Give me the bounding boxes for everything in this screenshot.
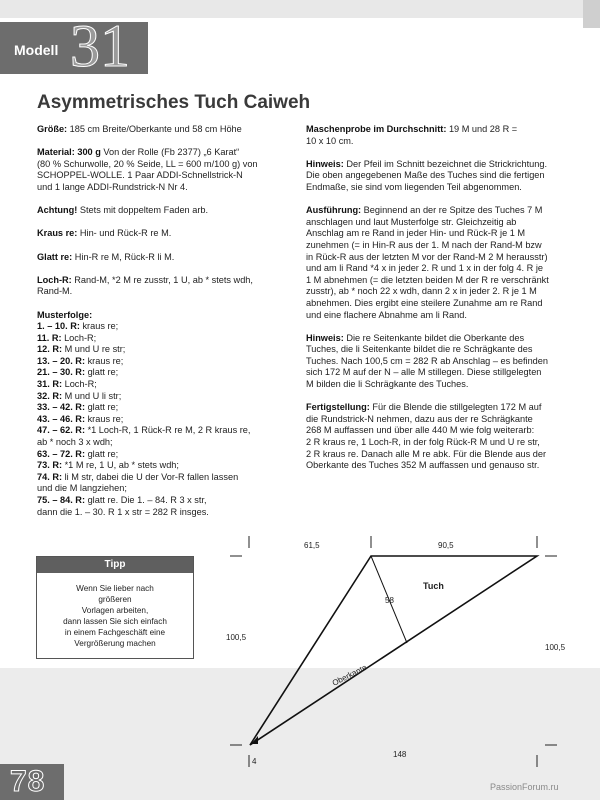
tuch-label: Tuch xyxy=(423,581,444,591)
material-paragraph: Material: 300 g Von der Rolle (Fb 2377) „6 Karat“ (80 % Schurwolle, 20 % Seide, LL = 600 m/100 g) von SCHOPPEL-WOLLE. 1 Paar ADDI-Schnellstrick-N und 1 lange ADDI-Rundstrick-N Nr 4. xyxy=(37,147,258,192)
row-text: glatt re; xyxy=(85,367,119,378)
watermark: PassionForum.ru xyxy=(490,782,559,792)
row-label: 11. R: xyxy=(37,332,62,343)
row-label: 1. – 10. R: xyxy=(37,321,80,332)
tuch-outline xyxy=(250,556,537,745)
paragraph-line: 2 R kraus re, 1 Loch-R, in der folg Rück-R M und U re str, xyxy=(306,437,540,448)
tipp-heading: Tipp xyxy=(37,557,193,573)
row-text: *1 M re, 1 U, ab * stets wdh; xyxy=(62,460,179,471)
paragraph-line: Endmaße, sie sind vom liegenden Teil abgenommen. xyxy=(306,181,522,192)
tipp-line: in einem Fachgeschäft eine xyxy=(64,628,166,637)
paragraph-line: in Rück-R aus der letzten M vor der Rand-M 2 M herausstr) xyxy=(306,251,548,262)
paragraph-line: Beginnend an der re Spitze des Tuches 7 M xyxy=(361,205,543,216)
row-text: ab * noch 3 x wdh; xyxy=(37,437,113,448)
page-number-box xyxy=(0,764,64,800)
dim-label-right-100-5: 100,5 xyxy=(545,643,566,652)
tipp-line: größeren xyxy=(98,595,132,604)
row-text: kraus re; xyxy=(85,413,124,424)
page-number: 78 xyxy=(10,765,46,798)
dim-label-61-5: 61,5 xyxy=(304,541,320,550)
row-label: 13. – 20. R: xyxy=(37,355,86,366)
ausfuehrung-paragraph: Ausführung: Beginnend an der re Spitze des Tuches 7 M anschlagen und laut Musterfolge str. Gleichzeitig ab Anschlag am re Rand in jeder Hin- und Rück-R je 1 M zunehmen (= in Hin-R aus der 1. M nach der Rand-M bzw in Rück-R aus der letzten M vor der Rand-M 2 M herausstr) und am li Rand *4 x in jeder 2. R und 1 x in der folg 4. R je 1 M abnehmen (= die letzten beiden M der R re verschränkt zusstr), ab * noch 22 x wdh, dann 2 x in jeder 2. R je 1 M abnehmen. Dies ergibt eine steilere Zunahme am re Rand und eine flachere Abnahme am li Rand. xyxy=(306,205,549,320)
musterfolge-heading: Musterfolge: xyxy=(37,309,93,320)
paragraph-line: 2 R kraus re. Danach alle M re abk. Für die Blende aus der xyxy=(306,448,547,459)
row-text: glatt re; xyxy=(85,402,119,413)
tipp-line: Vergrößerung machen xyxy=(74,639,156,648)
paragraph-line: und am li Rand *4 x in jeder 2. R und 1 x in der folg 4. R je xyxy=(306,263,543,274)
row-label: 31. R: xyxy=(37,379,63,390)
row-text: *1 Loch-R, 1 Rück-R re M, 2 R kraus re, xyxy=(85,425,251,436)
paragraph-line: M bilden die li Schrägkante des Tuches. xyxy=(306,379,469,390)
row-text: glatt re. Die 1. – 84. R 3 x str, xyxy=(85,495,207,505)
row-label: 21. – 30. R: xyxy=(37,367,86,378)
row-label: 12. R: xyxy=(37,344,63,355)
oberkante-label: Oberkante xyxy=(330,662,369,688)
row-label: 74. R: xyxy=(37,471,63,482)
row-text: Loch-R; xyxy=(61,332,97,343)
paragraph-line: sich 172 M auf der N – alle M stillegen. Diese stillgelegten xyxy=(306,367,542,378)
paragraph-line: Für die Blende die stillgelegten 172 M auf xyxy=(369,402,542,413)
hinweis-paragraph-1: Hinweis: Der Pfeil im Schnitt bezeichnet die Strickrichtung. Die oben angegebenen Maße des Tuches sind die fertigen Endmaße, sie sind vom liegenden Teil abgenommen. xyxy=(306,158,548,192)
tipp-line: Vorlagen arbeiten, xyxy=(81,606,149,615)
paragraph-line: Die re Seitenkante bildet die Oberkante des xyxy=(343,332,525,343)
maschenprobe-paragraph: Maschenprobe im Durchschnitt: 19 M und 28 R = 10 x 10 cm. xyxy=(306,124,518,146)
paragraph-line: anschlagen und laut Musterfolge str. Gleichzeitig ab xyxy=(306,216,517,227)
paragraph-line: die Rundstrick-N nehmen, dazu aus der re Schrägkante xyxy=(306,413,533,424)
paragraph-line: abnehmen. Dies ergibt eine steilere Zunahme am re Rand xyxy=(306,297,543,308)
loch-paragraph: Loch-R: Rand-M, *2 M re zusstr, 1 U, ab * stets wdh, Rand-M. xyxy=(37,274,253,297)
dim-label-58: 58 xyxy=(385,596,394,605)
dim-label-148: 148 xyxy=(393,750,407,759)
paragraph-line: Oberkante des Tuches 352 M auffassen und genauso str. xyxy=(306,460,540,471)
paragraph-line: Die oben angegebenen Maße des Tuches sind die fertigen xyxy=(306,170,545,181)
dim-label-left-100-5: 100,5 xyxy=(226,633,247,642)
row-label: 73. R: xyxy=(37,460,63,471)
tipp-line: dann lassen Sie sich einfach xyxy=(63,617,167,626)
row-label: 33. – 42. R: xyxy=(37,402,86,413)
paragraph-line: zusstr), ab * noch 22 x wdh, dann 2 x in jeder 2. R je 1 M xyxy=(306,286,537,297)
row-text: und die M langziehen; xyxy=(37,483,127,494)
paragraph-line: 1 M abnehmen (= die letzten beiden M der R re verschränkt xyxy=(306,274,549,285)
row-label: 47. – 62. R: xyxy=(37,425,86,436)
achtung-paragraph: Achtung! Stets mit doppeltem Faden arb. xyxy=(37,205,209,216)
groesse-paragraph: Größe: 185 cm Breite/Oberkante und 58 cm Höhe xyxy=(37,124,242,134)
paragraph-line: Anschlag am re Rand in jeder Hin- und Rück-R je 1 M xyxy=(306,228,526,239)
row-text: Loch-R; xyxy=(62,379,97,390)
paragraph-line: zunehmen (= in Hin-R aus der 1. M nach der Rand-M bzw xyxy=(306,239,542,250)
glatt-paragraph: Glatt re: Hin-R re M, Rück-R li M. xyxy=(37,251,175,262)
model-label: Modell xyxy=(14,42,59,58)
paragraph-line: Tuches. Nach 100,5 cm = 282 R ab Anschlag – es befinden xyxy=(306,355,549,366)
paragraph-line: 268 M auffassen und über alle 440 M wie folg weiterarb: xyxy=(306,425,535,436)
row-text: kraus re; xyxy=(79,321,119,332)
row-label: 75. – 84. R: xyxy=(37,495,86,505)
row-text: li M str, dabei die U der Vor-R fallen lassen xyxy=(62,471,239,482)
page-title: Asymmetrisches Tuch Caiweh xyxy=(37,92,311,113)
fertigstellung-paragraph: Fertigstellung: Für die Blende die stillgelegten 172 M auf die Rundstrick-N nehmen, dazu aus der re Schrägkante 268 M auffassen und über alle 440 M wie folg weiterarb: 2 R kraus re, 1 Loch-R, in der folg Rück-R M und U re str, 2 R kraus re. Danach alle M re abk. Für die Blende aus der Oberkante des Tuches 352 M auffassen und genauso str. xyxy=(306,402,547,471)
row-text: dann die 1. – 30. R 1 x str = 282 R insges. xyxy=(37,506,209,517)
paragraph-line: Der Pfeil im Schnitt bezeichnet die Strickrichtung. xyxy=(343,158,548,169)
paragraph-line: und eine flachere Abnahme am li Rand. xyxy=(306,309,467,320)
row-text: M und U re str; xyxy=(62,344,126,355)
dim-label-90-5: 90,5 xyxy=(438,541,454,550)
row-label: 43. – 46. R: xyxy=(37,413,86,424)
hinweis-paragraph-2: Hinweis: Die re Seitenkante bildet die Oberkante des Tuches, die li Seitenkante bildet die re Schrägkante des Tuches. Nach 100,5 cm = 282 R ab Anschlag – es befinden sich 172 M auf der N – alle M stillegen. Diese stillgelegten M bilden die li Schrägkante des Tuches. xyxy=(306,332,549,390)
row-text: glatt re; xyxy=(85,448,119,459)
row-text: kraus re; xyxy=(85,355,124,366)
dim-label-4: 4 xyxy=(252,757,257,766)
row-label: 32. R: xyxy=(37,390,63,401)
tipp-line: Wenn Sie lieber nach xyxy=(76,584,154,593)
row-label: 63. – 72. R: xyxy=(37,448,86,459)
model-number: 31 xyxy=(70,13,130,79)
paragraph-line: Tuches, die li Seitenkante bildet die re Schrägkante des xyxy=(306,344,533,355)
row-text: M und U li str; xyxy=(62,390,122,401)
kraus-paragraph: Kraus re: Hin- und Rück-R re M. xyxy=(37,228,172,239)
